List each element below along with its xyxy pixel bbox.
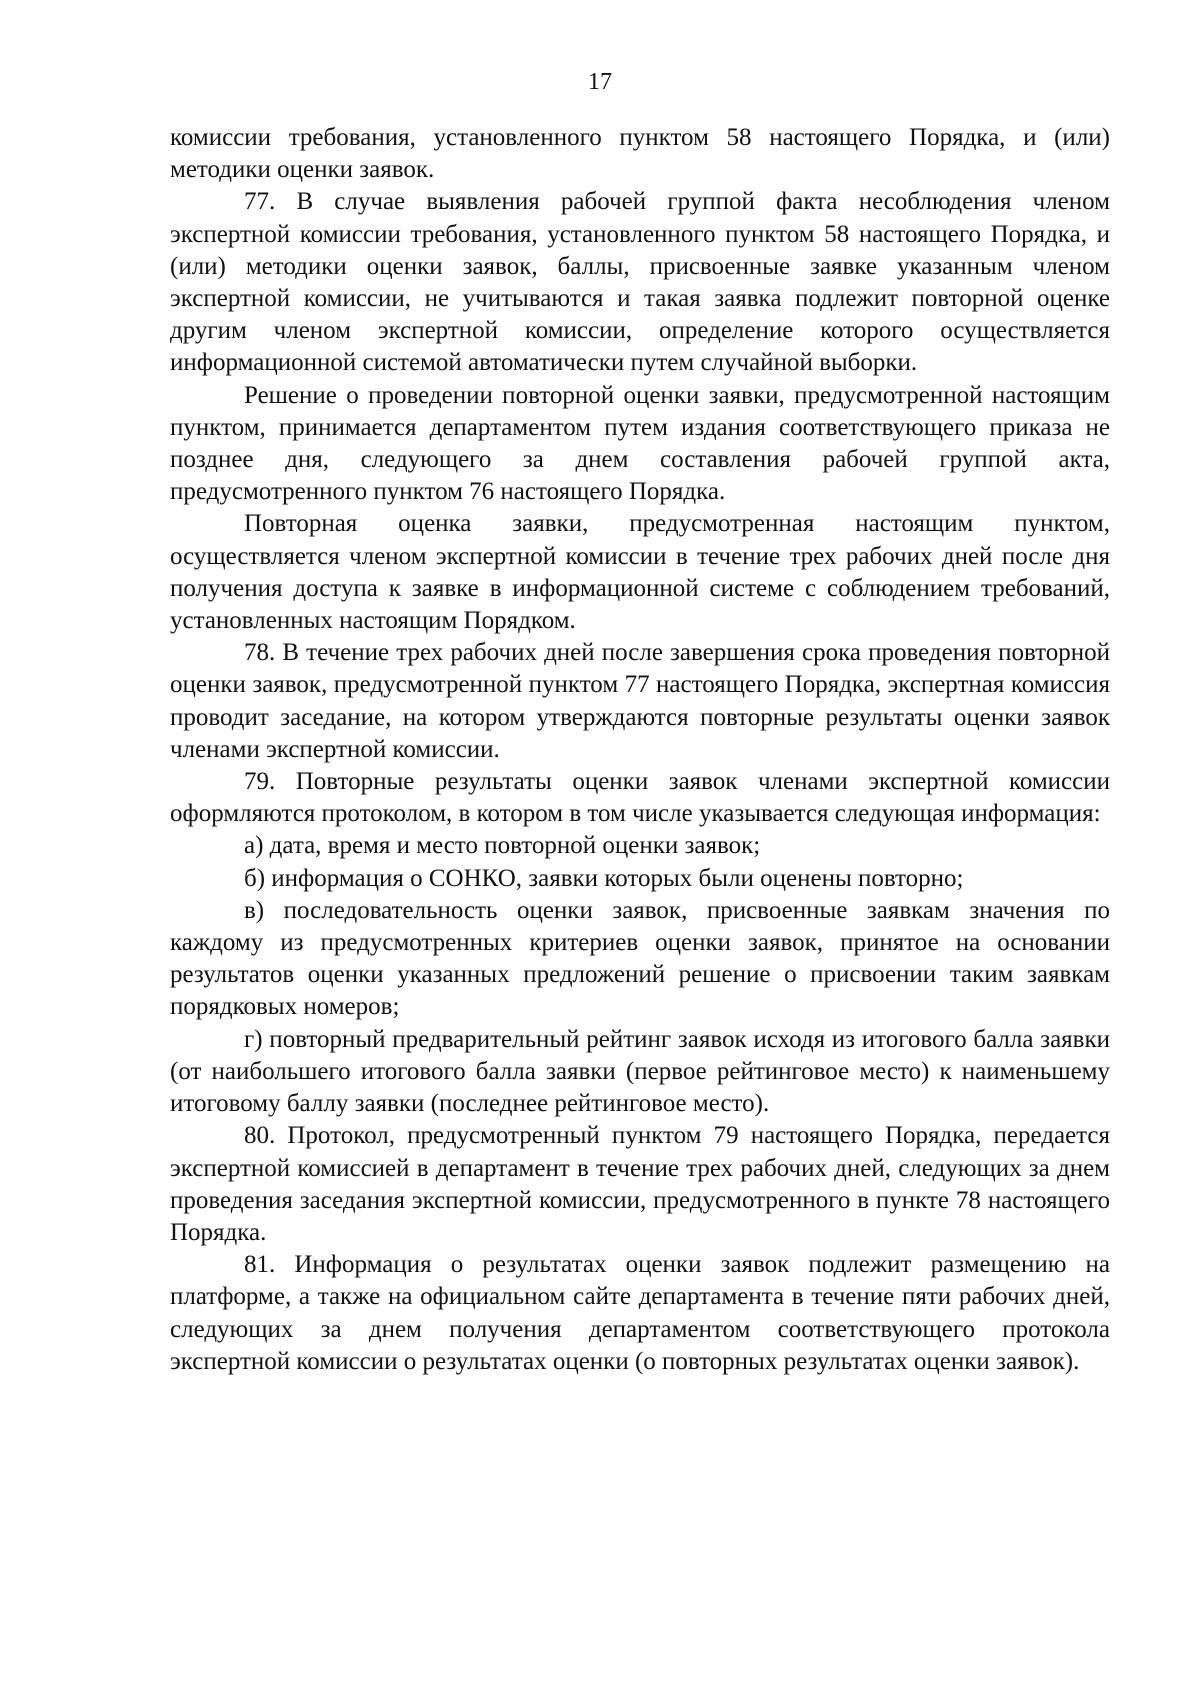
page-number: 17 — [588, 69, 612, 95]
paragraph-repeat-assessment: Повторная оценка заявки, предусмотренная настоящим пунктом, осуществляется членом экспертной комиссии в течение трех рабочих дней после дня получения доступа к заявке в информационной системе с соблюдением требований, установленных настоящим Порядком. — [170, 510, 1110, 635]
paragraph-item-80: 80. Протокол, предусмотренный пунктом 79 настоящего Порядка, передается экспертной комиссией в департамент в течение трех рабочих дней, следующих за днем проведения заседания экспертной комиссии, предусмотренного в пункте 78 настоящего Порядка. — [170, 1122, 1110, 1246]
list-item-g: г) повторный предварительный рейтинг заявок исходя из итогового балла заявки (от наибольшего итогового балла заявки (первое рейтинговое место) к наименьшему итоговому баллу заявки (последнее рейтинговое место). — [170, 1025, 1110, 1118]
paragraph-item-77: 77. В случае выявления рабочей группой факта несоблюдения членом экспертной комиссии требования, установленного пунктом 58 настоящего Порядка, и (или) методики оценки заявок, баллы, присвоенные заявке указанным членом экспертной комиссии, не учитываются и такая заявка подлежит повторной оценке другим членом экспертной комиссии, определение которого осуществляется информационной системой автоматически путем случайной выборки. — [170, 188, 1110, 377]
paragraph-repeat-assessment-decision: Решение о проведении повторной оценки заявки, предусмотренной настоящим пунктом, принимается департаментом путем издания соответствующего приказа не позднее дня, следующего за днем составления рабочей группой акта, предусмотренного пунктом 76 настоящего Порядка. — [170, 381, 1110, 506]
list-item-v: в) последовательность оценки заявок, присвоенные заявкам значения по каждому из предусмотренных критериев оценки заявок, принятое на основании результатов оценки указанных предложений решение о присвоении таким заявкам порядковых номеров; — [170, 896, 1110, 1021]
paragraph-item-79: 79. Повторные результаты оценки заявок членами экспертной комиссии оформляются протоколом, в котором в том числе указывается следующая информация: — [170, 768, 1110, 828]
paragraph-item-81: 81. Информация о результатах оценки заявок подлежит размещению на платформе, а также на официальном сайте департамента в течение пяти рабочих дней, следующих за днем получения департаментом соответствующего протокола экспертной комиссии о результатах оценки (о повторных результатах оценки заявок). — [170, 1251, 1110, 1375]
list-item-b: б) информация о СОНКО, заявки которых были оценены повторно; — [244, 864, 964, 892]
document-body — [170, 122, 1110, 1378]
list-item-a: а) дата, время и место повторной оценки заявок; — [244, 832, 761, 860]
paragraph-continuation: комиссии требования, установленного пунктом 58 настоящего Порядка, и (или) методики оценки заявок. — [170, 124, 1110, 184]
paragraph-item-78: 78. В течение трех рабочих дней после завершения срока проведения повторной оценки заявок, предусмотренной пунктом 77 настоящего Порядка, экспертная комиссия проводит заседание, на котором утверждаются повторные результаты оценки заявок членами экспертной комиссии. — [170, 639, 1110, 763]
